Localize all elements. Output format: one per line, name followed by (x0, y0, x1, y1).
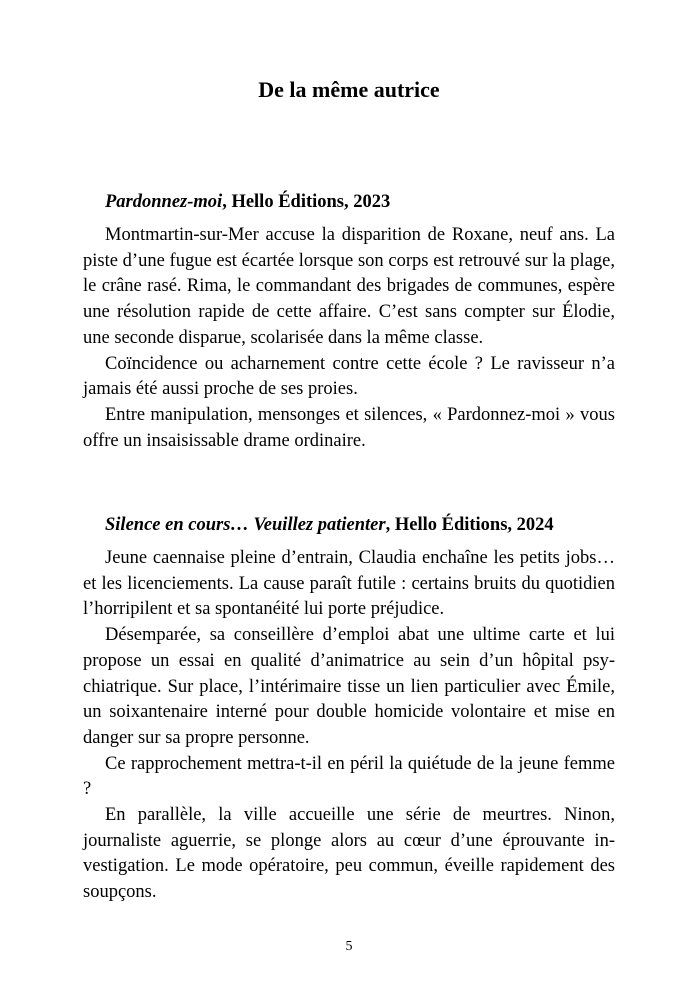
book-title: Pardonnez-moi (105, 192, 223, 212)
book-publisher: , Hello Éditions, 2023 (222, 192, 391, 212)
page-title: De la même autrice (258, 77, 440, 102)
book-summary-paragraph: Jeune caennaise pleine d’entrain, Claudia enchaîne les petits jobs… et les licenciements. La cause paraît futile : certains bruits du quotidien l’horripilent et sa spontanéité lui porte préjudice. (83, 548, 615, 620)
book-summary-paragraph: En parallèle, la ville accueille une série de meurtres. Ninon, journaliste aguerrie, se plonge alors au cœur d’une éprouvante investigation. Le mode opératoire, peu commun, éveille rapidement des soupçons. (83, 805, 615, 903)
book-summary-paragraph: Désemparée, sa conseillère d’emploi abat une ultime carte et lui propose un essai en qualité d’animatrice au sein d’un hôpital psychiatrique. Sur place, l’intérimaire tisse un lien particulier avec Émile, un soixantenaire interné pour double homicide volontaire et mise en danger sur sa propre personne. (83, 625, 615, 748)
book-summary-paragraph: Entre manipulation, mensonges et silences, « Pardonnez-moi » vous offre un insaisissable drame ordinaire. (83, 404, 615, 451)
book-summary-paragraph: Coïncidence ou acharnement contre cette école ? Le ravisseur n’a jamais été aussi proche de ses proies. (83, 353, 615, 400)
book-title-line (83, 512, 615, 538)
book-page (83, 0, 615, 994)
book-summary-paragraph: Ce rapprochement mettra-t-il en péril la quiétude de la jeune femme ? (83, 753, 615, 800)
page-number: 5 (345, 939, 353, 954)
book-title-line (83, 189, 615, 215)
book-publisher: , Hello Éditions, 2024 (385, 515, 554, 535)
book-entry-pardonnez-moi (83, 189, 615, 454)
book-title: Silence en cours… Veuillez patienter (105, 515, 386, 535)
book-summary-paragraph: Montmartin-sur-Mer accuse la disparition de Roxane, neuf ans. La piste d’une fugue est écartée lorsque son corps est retrouvé sur la plage, le crâne rasé. Rima, le commandant des brigades de communes, espère une résolution rapide de cette affaire. C’est sans compter sur Élodie, une seconde disparue, scolarisée dans la même classe. (83, 225, 615, 348)
book-entry-silence-en-cours (83, 512, 615, 906)
